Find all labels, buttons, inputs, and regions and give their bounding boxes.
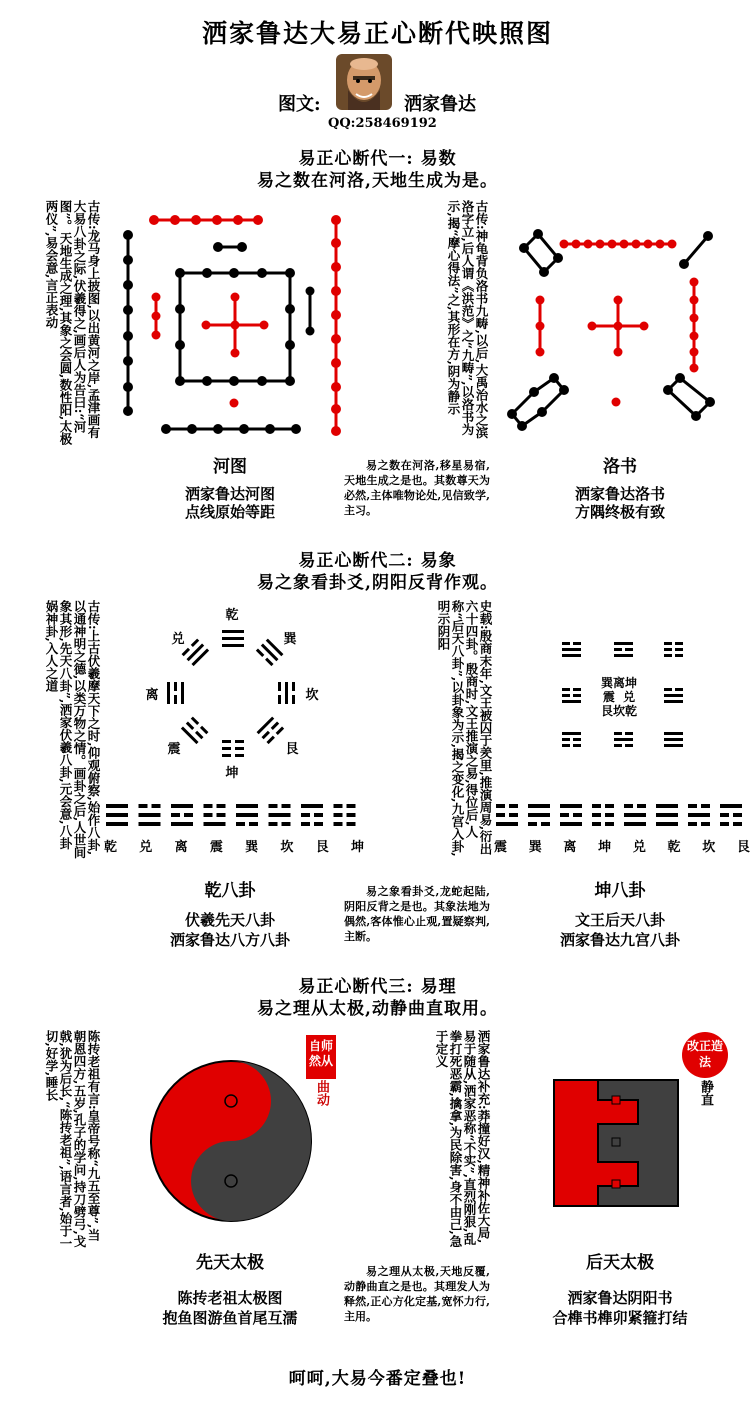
trigram-line [656,804,678,808]
section3-note: 易之理从太极,天地反覆,动静曲直之是也。其理发人为释然,正心方化定基,宽怀力行,主用。 [344,1265,490,1323]
trigram-label: 艮 [736,840,750,855]
trigram-line [496,804,505,808]
trigram-line [314,822,323,826]
section1-subtitle: 易之数在河洛,天地生成为是。 [257,171,498,191]
section3-subtitle: 易之理从太极,动静曲直取用。 [257,999,498,1019]
trigram-line [139,822,161,826]
bagua-label-ul: 兑 [171,632,185,647]
qq-number: QQ:258469192 [328,116,437,131]
trigram-line [106,813,128,817]
trigram-line [496,813,505,817]
trigram-line [236,813,258,817]
trigram-label: 坤 [350,840,364,855]
xiantian-taiji-name: 先天太极 [196,1253,264,1273]
trigram-line [720,813,729,817]
wenwang-trigram-labels [494,836,750,855]
trigram-label: 巽 [245,840,259,855]
trigram-label: 坎 [280,840,294,855]
trigram-line [541,822,550,826]
trigram-line [139,813,161,817]
qian-bagua-caption-1: 伏羲先天八卦 [184,911,275,929]
trigram-line [624,804,633,808]
hetu-diagram [110,205,350,440]
trigram-line [269,813,291,817]
trigram-line [204,822,226,826]
kun-bagua-name: 坤八卦 [594,881,646,901]
trigram-line [204,813,213,817]
xiantian-taiji [148,1058,314,1224]
trigram-line [269,822,278,826]
trigram-line [249,822,258,826]
section1-left-text: 古传:龙马身上披图,以出黄河之岸,孟津画有大易八卦之际,伏羲得之,画后人为告曰:“河图”。天地生成之理,其象之会圆,数性阳,太极两仪”,易会意,言正表动 [44,200,101,446]
trigram-line [592,822,601,826]
trigram-line [656,813,678,817]
trigram-label: 兑 [139,840,153,855]
trigram-label: 震 [209,840,223,855]
trigram-line [701,822,710,826]
trigram-line [314,813,323,817]
trigram-line [688,804,697,808]
seal-right-sub: 静直 [698,1080,713,1106]
trigram-line [528,813,550,817]
trigram-label: 离 [563,840,577,855]
seal-left-sub: 曲动 [314,1080,329,1106]
trigram-line [701,804,710,808]
section2-subtitle: 易之象看卦爻,阴阳反背作观。 [257,573,498,593]
luoshu-diagram [500,222,720,432]
hetu-name: 河图 [213,457,247,477]
trigram-line [334,822,343,826]
trigram-line [528,804,550,808]
trigram-line [106,804,128,808]
trigram-line [605,813,614,817]
kun-bagua-caption-2: 洒家鲁达九宫八卦 [559,931,680,949]
bagua-label-lr: 艮 [285,742,299,757]
hetu-caption-1: 洒家鲁达河图 [184,485,275,503]
avatar [336,54,392,110]
bagua-label-ll: 震 [167,742,181,757]
section1-title: 易正心断代一: 易数 [298,149,457,169]
trigram-line [236,804,258,808]
luoshu-caption-2: 方隅终极有致 [574,503,665,521]
trigram-line [624,822,646,826]
trigram-label: 乾 [667,840,681,855]
trigram-line [236,822,245,826]
section2-title: 易正心断代二: 易象 [298,551,457,571]
bagua-label-top: 乾 [225,608,239,623]
section2-note: 易之象看卦爻,龙蛇起陆,阴阳反背之是也。其象法地为偶然,客体惟心止观,置疑察判,主断。 [344,885,490,943]
trigram-line [624,813,646,817]
trigram-line [282,804,291,808]
wenwang-trigram-row [494,800,750,832]
section2-right-text: 史载:殷商末年,文王被囚于羑里,推演周易,衍出六十四卦。殷商时,文王推演之易,得位后,人称“后天八卦”,以卦象为示,揭之变化,九宫入卦,明示阴阳 [436,600,493,857]
section1-note: 易之数在河洛,移星易宿,天地生成之是也。其数尊天为必然,主体唯物论处,见信致学,主习。 [344,459,490,517]
fuxi-trigram-labels [104,836,364,855]
trigram-line [637,804,646,808]
trigram-line [217,813,226,817]
section3-right-text: 洒家鲁达补充:莽撞好汉,精神补佐大局,易于随从,洒家恶称“不实”,直烈刚狠,乱拳打死恶霸,擒拿,为民除害,身不由己,急于定义 [434,1030,491,1248]
trigram-line [509,804,518,808]
trigram-line [217,804,226,808]
footer-text: 呵呵,大易今番定叠也! [288,1369,467,1389]
trigram-line [282,822,291,826]
trigram-line [733,822,742,826]
trigram-label: 艮 [315,840,329,855]
trigram-line [560,813,569,817]
xiantian-caption-1: 陈抟老祖太极图 [177,1289,283,1307]
trigram-line [592,813,601,817]
trigram-line [301,813,310,817]
trigram-line [184,813,193,817]
qian-bagua-name: 乾八卦 [204,881,256,901]
trigram-label: 乾 [104,840,118,855]
trigram-line [301,822,310,826]
trigram-line [656,822,678,826]
section3-title: 易正心断代三: 易理 [298,977,457,997]
trigram-line [204,804,213,808]
trigram-line [152,804,161,808]
trigram-line [347,822,356,826]
trigram-line [301,804,323,808]
trigram-label: 震 [494,840,508,855]
trigram-line [347,813,356,817]
trigram-line [605,822,614,826]
section1-right-text: 古传:神龟背负洛书九畴,以后,大禹治水之滨洛字立,后人谓《洪范》之“九畴”,以洛书为示,揭“摩心得法”之,其形在方,阴为静示 [446,200,489,439]
houtian-taiji-name: 后天太极 [586,1253,654,1273]
trigram-line [688,813,710,817]
trigram-line [139,804,148,808]
seal-left: 自师然从 [306,1035,336,1079]
hetu-caption-2: 点线原始等距 [184,503,275,521]
trigram-line [720,822,729,826]
houtian-caption-1: 洒家鲁达阴阳书 [567,1289,673,1307]
trigram-line [560,822,582,826]
bagua-label-left: 离 [145,688,159,703]
section2-left-text: 古传:上古伏羲摩天下之时,仰观俯察,始作八卦,以通神明之德,以类万物之情。画卦之后,人世间象其形,先天八卦”,洒家伏羲八卦,元会意,八卦娲神卦,入人之道 [44,600,101,859]
author-label: 图文: [278,94,321,115]
bagua-label-ur: 巽 [283,632,297,647]
trigram-line [573,813,582,817]
houtian-caption-2: 合榫书榫卯紧箍打结 [552,1309,688,1327]
trigram-line [171,804,193,808]
kun-bagua-caption-1: 文王后天八卦 [574,911,665,929]
trigram-line [688,822,697,826]
seal-right: 改正造法 [682,1032,728,1078]
trigram-line [496,822,518,826]
trigram-line [560,804,582,808]
trigram-line [171,813,180,817]
author-name: 洒家鲁达 [404,94,476,115]
section3-left-text: 陈抟老祖有言:皇帝号称“九五至尊”,当朝恩四方,五岁,孔子的学问,持刀劈弓,戈戟,犹为后长,“陈抟老祖”,语言者,始于一切,好学,睡长 [44,1030,101,1250]
trigram-line [528,822,537,826]
houtian-taiji [552,1078,682,1208]
trigram-line [509,813,518,817]
trigram-label: 巽 [528,840,542,855]
trigram-label: 坤 [598,840,612,855]
page-title: 洒家鲁达大易正心断代映照图 [201,19,553,48]
trigram-line [347,804,356,808]
bagua-label-right: 坎 [305,688,319,703]
trigram-label: 离 [174,840,188,855]
trigram-line [269,804,278,808]
luoshu-caption-1: 洒家鲁达洛书 [574,485,665,503]
trigram-line [106,822,128,826]
trigram-line [171,822,193,826]
fuxi-trigram-row [104,800,364,832]
trigram-line [334,804,343,808]
trigram-label: 坎 [702,840,716,855]
qian-bagua-caption-2: 洒家鲁达八方八卦 [169,931,290,949]
trigram-label: 兑 [632,840,646,855]
trigram-line [733,813,742,817]
trigram-line [334,813,343,817]
luoshu-name: 洛书 [603,457,637,477]
jiugong-center-labels: 巽离坤 震 兑 艮坎乾 [600,676,637,718]
trigram-line [720,804,742,808]
bagua-label-bottom: 坤 [225,766,239,781]
trigram-line [605,804,614,808]
trigram-line [592,804,601,808]
xiantian-caption-2: 抱鱼图游鱼首尾互濡 [162,1309,298,1327]
